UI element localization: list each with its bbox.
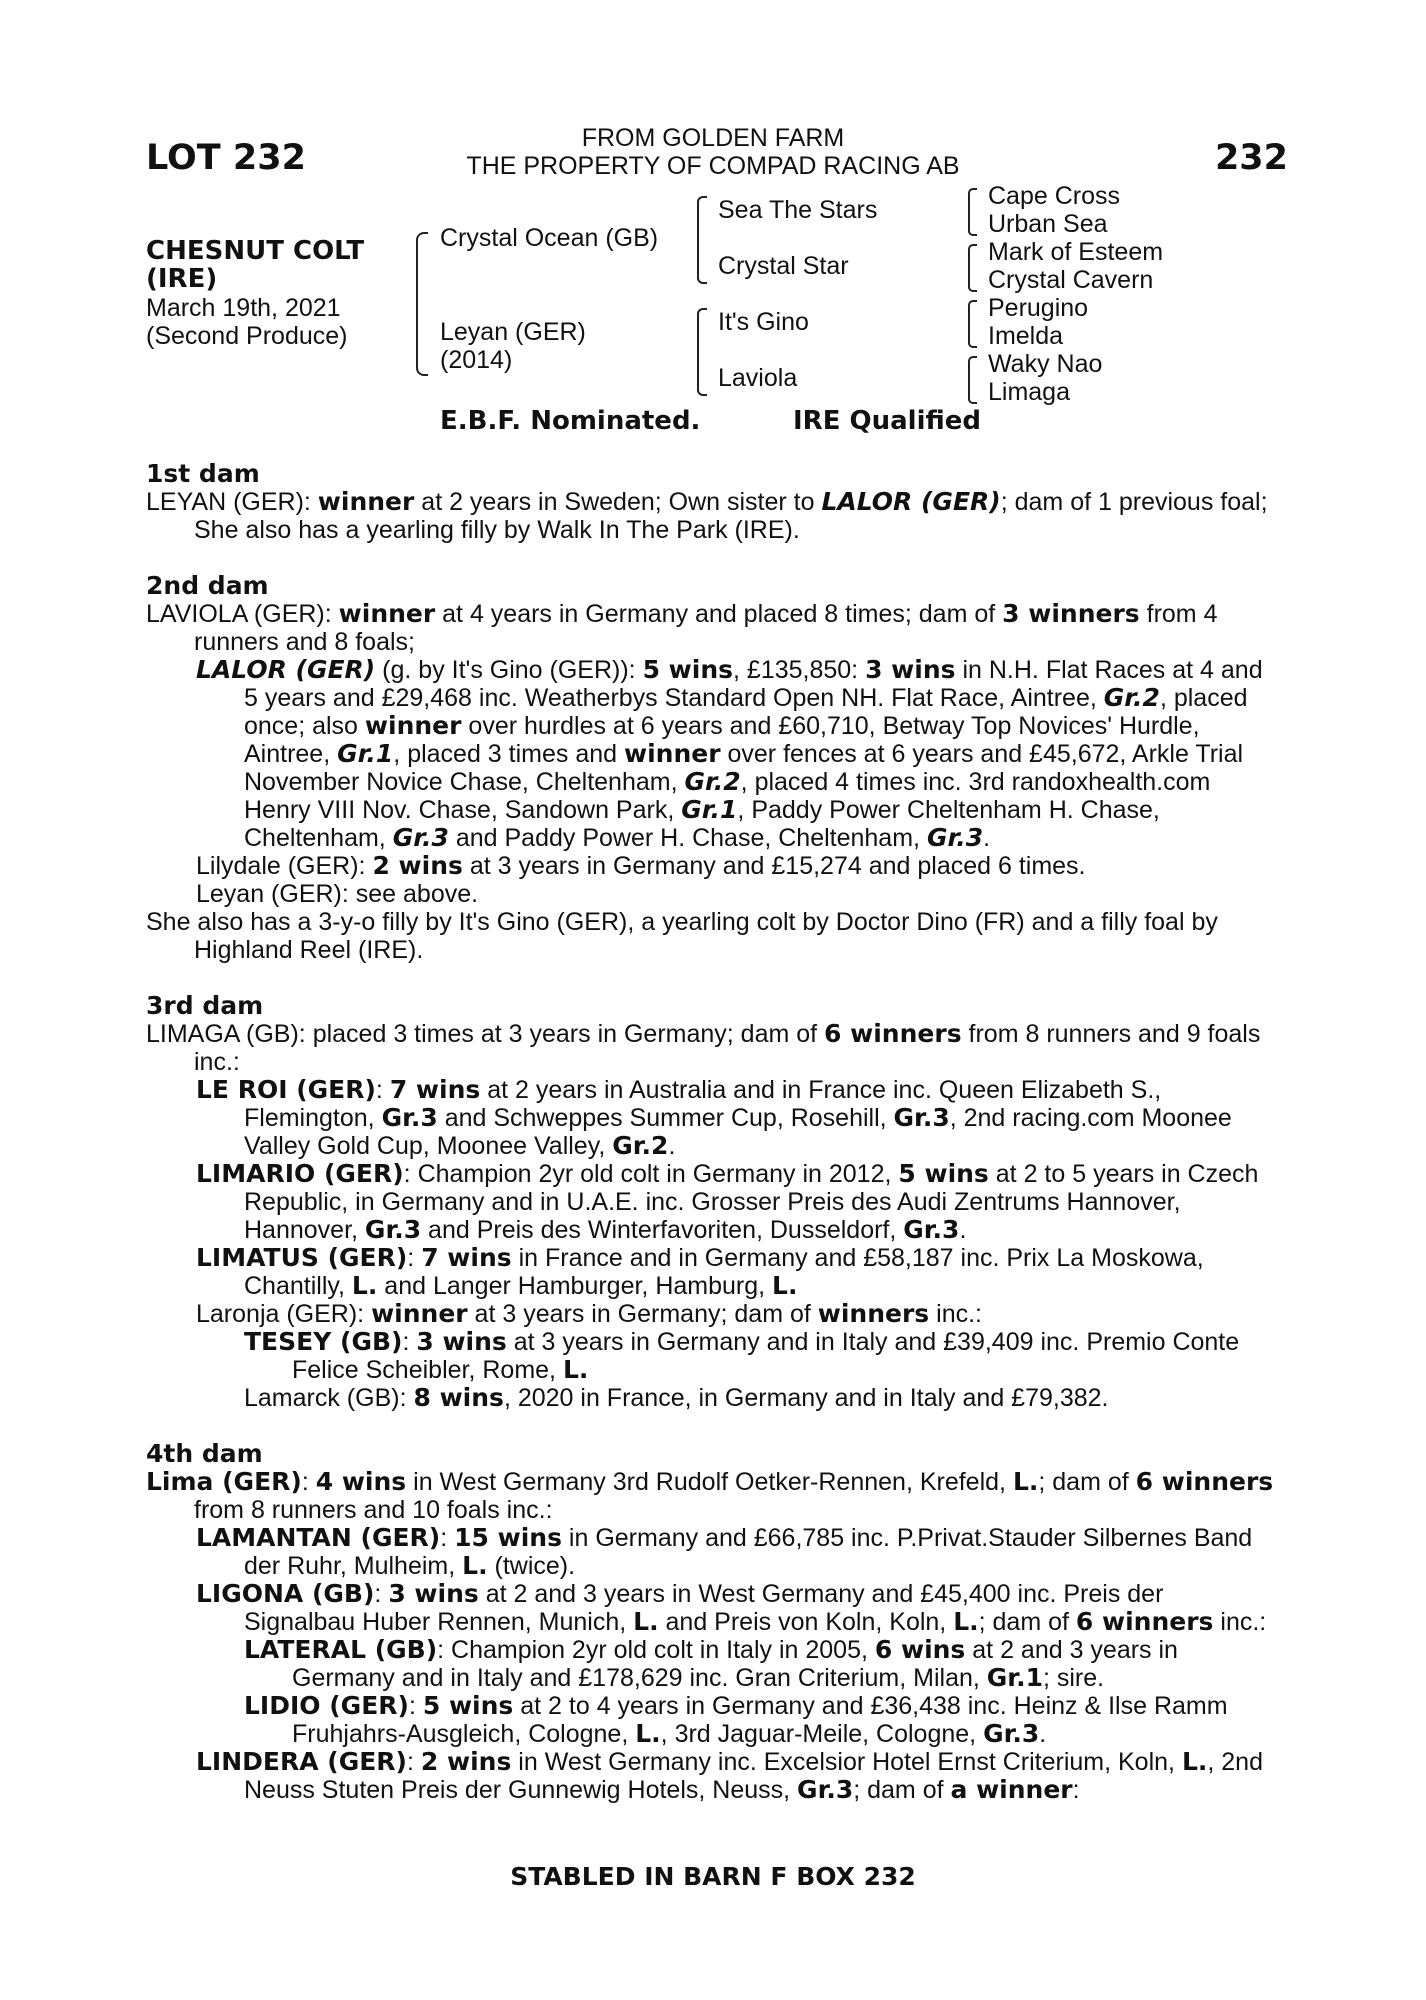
dam-paragraph	[146, 488, 1281, 544]
emphasis-text: 6 wins	[874, 1635, 966, 1664]
emphasis-text: L.	[1012, 1467, 1039, 1496]
body-text: inc.:	[1213, 1608, 1267, 1636]
pedigree-dam-sire: It's Gino	[718, 308, 809, 336]
pedigree-g3-3: Mark of Esteem	[988, 238, 1164, 266]
pedigree-g3-5: Perugino	[988, 294, 1089, 322]
body-text: ; dam of	[1038, 1468, 1136, 1496]
emphasis-text: winner	[364, 711, 462, 740]
produce-entry	[146, 1580, 1281, 1636]
emphasis-text: L.	[953, 1607, 979, 1636]
dam-paragraph	[146, 1468, 1281, 1524]
stabling-info: STABLED IN BARN F BOX 232	[510, 1862, 916, 1891]
emphasis-text: winner	[624, 739, 721, 768]
emphasis-text: winners	[817, 1299, 930, 1328]
body-text: : Champion 2yr old colt in Germany in 2012,	[403, 1160, 899, 1188]
emphasis-text: Gr.3	[926, 823, 984, 852]
emphasis-text: 5 wins	[898, 1159, 989, 1188]
emphasis-text: LIDIO (GER)	[244, 1691, 409, 1720]
emphasis-text: Gr.3	[903, 1215, 960, 1244]
body-text: at 3 years in Germany and in Italy and £39,409 inc. Premio Conte Felice Scheibler, Rome,	[292, 1328, 1240, 1384]
emphasis-text: winner	[371, 1299, 468, 1328]
emphasis-text: 3 wins	[865, 655, 956, 684]
horse-sex-colour: CHESNUT COLT	[146, 236, 365, 266]
emphasis-text: L.	[562, 1355, 589, 1384]
emphasis-text: 2 wins	[372, 851, 463, 880]
body-text: in Germany and £66,785 inc. P.Privat.Stauder Silbernes Band der Ruhr, Mulheim,	[244, 1524, 1253, 1580]
body-text: at 2 years in Australia and in France inc. Queen Elizabeth S., Flemington,	[244, 1076, 1162, 1132]
body-text: inc.:	[929, 1300, 982, 1328]
body-text: in N.H. Flat Races at 4 and 5 years and £29,468 inc. Weatherbys Standard Open NH. Flat Race, Aintree,	[244, 656, 1263, 712]
pedigree-g3-2: Urban Sea	[988, 210, 1108, 238]
consignor-line-1: FROM GOLDEN FARM	[581, 124, 845, 152]
body-text: :	[440, 1524, 455, 1552]
ire-qualified: IRE Qualified	[793, 406, 982, 436]
body-text: LAVIOLA (GER):	[146, 600, 339, 628]
body-text: .	[668, 1132, 676, 1160]
pedigree-brace-dam	[697, 308, 707, 396]
emphasis-text: LE ROI (GER)	[196, 1075, 376, 1104]
emphasis-text: 2 wins	[420, 1747, 512, 1776]
produce-entry	[146, 1300, 1281, 1328]
body-text: :	[407, 1748, 421, 1776]
emphasis-text: 8 wins	[413, 1383, 504, 1412]
emphasis-text: L.	[462, 1551, 488, 1580]
emphasis-text: L.	[1181, 1747, 1208, 1776]
body-text: :	[301, 1468, 316, 1496]
emphasis-text: 5 wins	[642, 655, 734, 684]
produce-entry	[146, 1328, 1281, 1384]
body-text: over hurdles at 6 years and £60,710, Betway Top Novices' Hurdle, Aintree,	[244, 712, 1200, 768]
produce-note: (Second Produce)	[146, 322, 348, 350]
body-text: , 2nd racing.com Moonee Valley Gold Cup, Moonee Valley,	[244, 1104, 1232, 1160]
emphasis-text: LIMARIO (GER)	[196, 1159, 404, 1188]
body-text: at 2 and 3 years in West Germany and £45,400 inc. Preis der Signalbau Huber Rennen, Munich,	[244, 1580, 1164, 1636]
body-text: over fences at 6 years and £45,672, Arkle Trial November Novice Chase, Cheltenham,	[244, 740, 1244, 796]
emphasis-text: LIMATUS (GER)	[196, 1243, 408, 1272]
emphasis-text: 6 winners	[1135, 1467, 1274, 1496]
body-text: from 8 runners and 9 foals inc.:	[194, 1020, 1261, 1076]
emphasis-text: L.	[351, 1271, 378, 1300]
body-text: Lilydale (GER):	[196, 852, 373, 880]
emphasis-text: LIGONA (GB)	[196, 1579, 375, 1608]
body-text: in France and in Germany and £58,187 inc. Prix La Moskowa, Chantilly,	[244, 1244, 1204, 1300]
emphasis-text: L.	[633, 1607, 659, 1636]
emphasis-text: LATERAL (GB)	[244, 1635, 438, 1664]
body-text: , placed 3 times and	[393, 740, 624, 768]
emphasis-text: 6 winners	[1075, 1607, 1214, 1636]
body-text: , 2020 in France, in Germany and in Italy and £79,382.	[503, 1384, 1109, 1412]
body-text: at 3 years in Germany; dam of	[467, 1300, 818, 1328]
body-text: at 2 to 4 years in Germany and £36,438 inc. Heinz & Ilse Ramm Fruhjahrs-Ausgleich, Cologne,	[292, 1692, 1228, 1748]
emphasis-text: Gr.1	[681, 795, 738, 824]
body-text: from 4 runners and 8 foals;	[194, 600, 1218, 656]
emphasis-text: LALOR (GER)	[196, 655, 376, 684]
body-text: ; dam of 1 previous foal; She also has a yearling filly by Walk In The Park (IRE).	[194, 488, 1268, 544]
emphasis-text: LINDERA (GER)	[196, 1747, 407, 1776]
body-text: .	[959, 1216, 967, 1244]
body-text: at 2 to 5 years in Czech Republic, in Germany and in U.A.E. inc. Grosser Preis des Audi Zentrums Hannover, Hannover,	[244, 1160, 1259, 1244]
pedigree-brace-g3-3	[968, 300, 977, 348]
body-text: ; dam of	[978, 1608, 1076, 1636]
emphasis-text: Gr.2	[684, 767, 741, 796]
produce-entry	[146, 1636, 1281, 1692]
emphasis-text: Gr.3	[381, 1103, 438, 1132]
pedigree-g3-4: Crystal Cavern	[988, 266, 1154, 294]
produce-entry	[146, 1748, 1281, 1804]
body-text: LIMAGA (GB): placed 3 times at 3 years in Germany; dam of	[146, 1020, 825, 1048]
body-text: , 3rd Jaguar-Meile, Cologne,	[660, 1720, 984, 1748]
body-text: :	[1072, 1776, 1080, 1804]
ebf-nominated: E.B.F. Nominated.	[440, 406, 701, 436]
produce-entry	[146, 1076, 1281, 1160]
produce-entry	[146, 656, 1281, 852]
emphasis-text: TESEY (GB)	[244, 1327, 403, 1356]
body-text: :	[408, 1692, 423, 1720]
body-text: , Paddy Power Cheltenham H. Chase, Cheltenham,	[244, 796, 1160, 852]
body-text: She also has a 3-y-o filly by It's Gino (GER), a yearling colt by Doctor Dino (FR) and a filly foal by Highland Reel (IRE).	[146, 908, 1218, 964]
body-text: : Champion 2yr old colt in Italy in 2005,	[437, 1636, 875, 1664]
emphasis-text: Gr.3	[893, 1103, 950, 1132]
produce-entry	[146, 1384, 1281, 1412]
body-text: (twice).	[487, 1552, 576, 1580]
emphasis-text: Lima (GER)	[146, 1467, 302, 1496]
dam-paragraph	[146, 1020, 1281, 1076]
body-text: ; sire.	[1042, 1664, 1105, 1692]
pedigree-brace-g3-4	[968, 356, 977, 404]
emphasis-text: L.	[635, 1719, 661, 1748]
pedigree-dam-year: (2014)	[440, 346, 513, 374]
section-heading: 1st dam	[146, 459, 260, 488]
pedigree-brace-main	[416, 232, 428, 376]
emphasis-text: Gr.3	[983, 1719, 1040, 1748]
body-text: , £135,850:	[733, 656, 866, 684]
body-text: :	[402, 1328, 417, 1356]
body-text: and Preis des Winterfavoriten, Dusseldorf,	[421, 1216, 904, 1244]
produce-entry	[146, 1244, 1281, 1300]
body-text: , placed 4 times inc. 3rd randoxhealth.com Henry VIII Nov. Chase, Sandown Park,	[244, 768, 1211, 824]
body-text: from 8 runners and 10 foals inc.:	[194, 1496, 553, 1524]
pedigree-brace-sire	[697, 196, 707, 284]
emphasis-text: Gr.2	[612, 1131, 669, 1160]
emphasis-text: winner	[317, 487, 415, 516]
emphasis-text: 15 wins	[454, 1523, 562, 1552]
body-text: in West Germany inc. Excelsior Hotel Ernst Criterium, Koln,	[511, 1748, 1182, 1776]
emphasis-text: Gr.3	[797, 1775, 854, 1804]
lot-number: 232	[1214, 138, 1288, 178]
pedigree-sire-dam: Crystal Star	[718, 252, 849, 280]
body-text: at 2 years in Sweden; Own sister to	[414, 488, 822, 516]
horse-country: (IRE)	[146, 264, 218, 294]
body-text: in West Germany 3rd Rudolf Oetker-Rennen, Krefeld,	[406, 1468, 1013, 1496]
emphasis-text: 7 wins	[421, 1243, 512, 1272]
body-text: and Paddy Power H. Chase, Cheltenham,	[448, 824, 927, 852]
body-text: , 2nd Neuss Stuten Preis der Gunnewig Hotels, Neuss,	[244, 1748, 1263, 1804]
produce-entry	[146, 1524, 1281, 1580]
dam-paragraph	[146, 600, 1281, 656]
body-text: :	[374, 1580, 389, 1608]
pedigree-g3-6: Imelda	[988, 322, 1064, 350]
section-heading: 2nd dam	[146, 571, 269, 600]
lot-label: LOT 232	[146, 138, 306, 178]
produce-entry	[146, 1692, 1281, 1748]
body-text: ; dam of	[853, 1776, 951, 1804]
body-text: LEYAN (GER):	[146, 488, 318, 516]
produce-entry	[146, 852, 1281, 880]
body-text: and Langer Hamburger, Hamburg,	[377, 1272, 773, 1300]
body-text: at 2 and 3 years in Germany and in Italy and £178,629 inc. Gran Criterium, Milan,	[292, 1636, 1178, 1692]
pedigree-dam: Leyan (GER)	[440, 318, 586, 346]
body-text: .	[983, 824, 991, 852]
emphasis-text: 6 winners	[824, 1019, 962, 1048]
body-text: , placed once; also	[244, 684, 1248, 740]
emphasis-text: 3 wins	[388, 1579, 479, 1608]
emphasis-text: Gr.1	[337, 739, 394, 768]
emphasis-text: 7 wins	[389, 1075, 481, 1104]
body-text: Laronja (GER):	[196, 1300, 372, 1328]
emphasis-text: 5 wins	[422, 1691, 514, 1720]
catalogue-pedigree-text	[146, 432, 1281, 1804]
body-text: and Schweppes Summer Cup, Rosehill,	[437, 1104, 894, 1132]
pedigree-g3-1: Cape Cross	[988, 182, 1120, 210]
foaling-date: March 19th, 2021	[146, 294, 341, 322]
emphasis-text: 3 winners	[1002, 599, 1140, 628]
emphasis-text: L.	[772, 1271, 798, 1300]
produce-entry	[146, 1160, 1281, 1244]
emphasis-text: a winner	[950, 1775, 1073, 1804]
body-text: Leyan (GER): see above.	[196, 880, 479, 908]
pedigree-sire-sire: Sea The Stars	[718, 196, 878, 224]
dam-paragraph	[146, 908, 1281, 964]
pedigree-brace-g3-2	[968, 244, 977, 292]
emphasis-text: LALOR (GER)	[821, 487, 1001, 516]
body-text: at 4 years in Germany and placed 8 times; dam of	[435, 600, 1003, 628]
body-text: and Preis von Koln, Koln,	[658, 1608, 954, 1636]
emphasis-text: LAMANTAN (GER)	[196, 1523, 441, 1552]
emphasis-text: Gr.2	[1103, 683, 1160, 712]
body-text: Lamarck (GB):	[244, 1384, 414, 1412]
body-text: (g. by It's Gino (GER)):	[375, 656, 643, 684]
pedigree-g3-8: Limaga	[988, 378, 1070, 406]
pedigree-g3-7: Waky Nao	[988, 350, 1103, 378]
emphasis-text: winner	[338, 599, 436, 628]
body-text: at 3 years in Germany and £15,274 and placed 6 times.	[462, 852, 1086, 880]
consignor-line-2: THE PROPERTY OF COMPAD RACING AB	[466, 152, 960, 180]
body-text: .	[1039, 1720, 1047, 1748]
section-heading: 4th dam	[146, 1439, 263, 1468]
emphasis-text: 3 wins	[416, 1327, 507, 1356]
emphasis-text: Gr.3	[364, 1215, 422, 1244]
pedigree-dam-dam: Laviola	[718, 364, 798, 392]
body-text: :	[407, 1244, 422, 1272]
emphasis-text: Gr.1	[986, 1663, 1043, 1692]
pedigree-sire: Crystal Ocean (GB)	[440, 224, 659, 252]
body-text: :	[375, 1076, 390, 1104]
emphasis-text: 4 wins	[315, 1467, 407, 1496]
section-heading: 3rd dam	[146, 991, 264, 1020]
produce-entry	[146, 880, 1281, 908]
pedigree-brace-g3-1	[968, 188, 977, 236]
emphasis-text: Gr.3	[392, 823, 449, 852]
